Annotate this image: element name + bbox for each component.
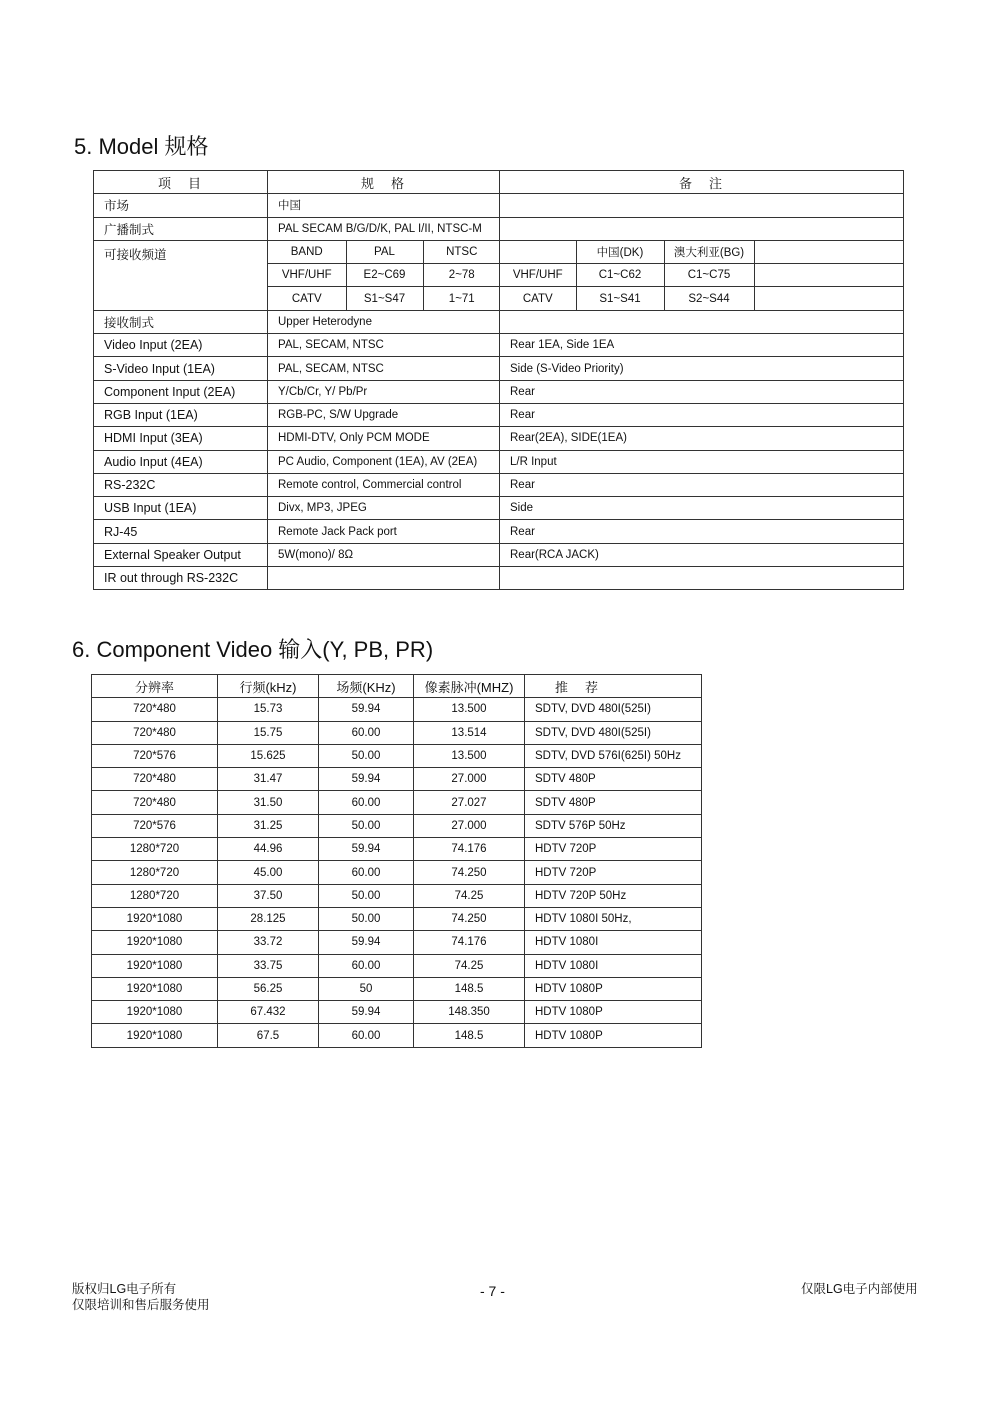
cv-cell: 1920*1080 — [92, 1024, 218, 1047]
cv-cell: 67.432 — [218, 1001, 319, 1024]
spec-item-cell: RJ-45 — [94, 520, 268, 543]
spec-value-cell: RGB-PC, S/W Upgrade — [268, 403, 500, 426]
spec-note-cell — [500, 567, 904, 590]
cv-cell: 720*576 — [92, 744, 218, 767]
cv-cell: 720*480 — [92, 768, 218, 791]
spec-value-cell: HDMI-DTV, Only PCM MODE — [268, 427, 500, 450]
cv-header-cell: 推 荐 — [525, 675, 702, 698]
channel-row — [94, 240, 904, 310]
cv-cell: 74.250 — [414, 907, 525, 930]
channel-cell — [754, 264, 904, 287]
cv-cell: 74.176 — [414, 838, 525, 861]
cv-cell: 60.00 — [319, 954, 414, 977]
table-row — [94, 497, 904, 520]
spec-item-cell: Video Input (2EA) — [94, 334, 268, 357]
cv-cell: HDTV 1080I 50Hz, — [525, 907, 702, 930]
cv-cell: 50.00 — [319, 744, 414, 767]
spec-header-cell: 项 目 — [94, 171, 268, 194]
footer-copyright-line1: 版权归LG电子所有 — [72, 1282, 177, 1296]
cv-cell: 59.94 — [319, 768, 414, 791]
spec-item-cell: Audio Input (4EA) — [94, 450, 268, 473]
cv-cell: SDTV 576P 50Hz — [525, 814, 702, 837]
cv-cell: 60.00 — [319, 861, 414, 884]
cv-header-cell: 像素脉冲(MHZ) — [414, 675, 525, 698]
channel-cell — [500, 241, 576, 264]
cv-cell: 59.94 — [319, 931, 414, 954]
cv-header-cell: 行频(kHz) — [218, 675, 319, 698]
cv-cell: 1920*1080 — [92, 931, 218, 954]
cv-cell: 1280*720 — [92, 861, 218, 884]
table-row — [94, 450, 904, 473]
cv-cell: 60.00 — [319, 1024, 414, 1047]
cv-cell: 13.500 — [414, 744, 525, 767]
channel-cell: E2~C69 — [346, 264, 423, 287]
spec-note-cell: Rear 1EA, Side 1EA — [500, 334, 904, 357]
spec-item-cell: S-Video Input (1EA) — [94, 357, 268, 380]
cv-cell: 56.25 — [218, 977, 319, 1000]
spec-item-cell: RGB Input (1EA) — [94, 403, 268, 426]
table-row — [94, 473, 904, 496]
cv-cell: 720*480 — [92, 698, 218, 721]
spec-value-cell: 中国 — [268, 194, 500, 217]
model-spec-table — [93, 170, 904, 590]
cv-cell: HDTV 1080P — [525, 1024, 702, 1047]
spec-note-cell: Rear(2EA), SIDE(1EA) — [500, 427, 904, 450]
spec-item-cell: RS-232C — [94, 473, 268, 496]
cv-cell: 44.96 — [218, 838, 319, 861]
spec-note-cell: Rear — [500, 520, 904, 543]
cv-cell: 60.00 — [319, 721, 414, 744]
cv-cell: 74.25 — [414, 884, 525, 907]
cv-cell: 74.250 — [414, 861, 525, 884]
table-row — [94, 310, 904, 333]
table-row — [92, 884, 702, 907]
cv-cell: 37.50 — [218, 884, 319, 907]
spec-note-cell: Side (S-Video Priority) — [500, 357, 904, 380]
cv-cell: 1280*720 — [92, 838, 218, 861]
cv-cell: 27.000 — [414, 768, 525, 791]
table-row — [92, 744, 702, 767]
cv-cell: 720*480 — [92, 721, 218, 744]
cv-cell: 31.50 — [218, 791, 319, 814]
cv-cell: 59.94 — [319, 1001, 414, 1024]
page-number: - 7 - — [480, 1283, 505, 1299]
cv-cell: 33.75 — [218, 954, 319, 977]
channel-item-cell: 可接收频道 — [94, 240, 268, 310]
channel-cell — [754, 241, 904, 264]
cv-cell: 67.5 — [218, 1024, 319, 1047]
cv-cell: 1920*1080 — [92, 977, 218, 1000]
table-row — [94, 357, 904, 380]
cv-cell: SDTV, DVD 480I(525I) — [525, 721, 702, 744]
cv-cell: HDTV 1080I — [525, 931, 702, 954]
cv-cell: SDTV, DVD 576I(625I) 50Hz — [525, 744, 702, 767]
table-row — [94, 567, 904, 590]
spec-note-cell: L/R Input — [500, 450, 904, 473]
cv-cell: 148.350 — [414, 1001, 525, 1024]
table-row — [92, 721, 702, 744]
channel-cell — [754, 287, 904, 310]
cv-cell: 15.75 — [218, 721, 319, 744]
cv-cell: 1280*720 — [92, 884, 218, 907]
cv-cell: SDTV 480P — [525, 768, 702, 791]
channel-cell: S1~S47 — [346, 287, 423, 310]
cv-cell: 50 — [319, 977, 414, 1000]
cv-cell: 1920*1080 — [92, 907, 218, 930]
cv-cell: 13.514 — [414, 721, 525, 744]
spec-value-cell: Remote Jack Pack port — [268, 520, 500, 543]
cv-cell: HDTV 1080I — [525, 954, 702, 977]
cv-cell: 31.25 — [218, 814, 319, 837]
table-row — [94, 427, 904, 450]
spec-note-cell: Rear(RCA JACK) — [500, 543, 904, 566]
table-row — [94, 380, 904, 403]
spec-note-cell: Rear — [500, 473, 904, 496]
channel-cell: VHF/UHF — [268, 264, 346, 287]
channel-cell: CATV — [268, 287, 346, 310]
spec-value-cell: Divx, MP3, JPEG — [268, 497, 500, 520]
footer-copyright-line2: 仅限培训和售后服务使用 — [72, 1298, 210, 1312]
cv-cell: HDTV 1080P — [525, 1001, 702, 1024]
channel-cell: S1~S41 — [576, 287, 664, 310]
section-6-title: 6. Component Video 输入(Y, PB, PR) — [72, 637, 434, 662]
spec-header-cell: 规 格 — [268, 171, 500, 194]
spec-note-cell: Rear — [500, 403, 904, 426]
cv-cell: 74.25 — [414, 954, 525, 977]
table-row — [94, 194, 904, 217]
spec-value-cell: Upper Heterodyne — [268, 310, 500, 333]
table-row — [92, 907, 702, 930]
cv-cell: 27.027 — [414, 791, 525, 814]
footer-copyright — [72, 1281, 210, 1313]
spec-note-cell — [500, 310, 904, 333]
table-row — [92, 1024, 702, 1047]
channel-cell: C1~C62 — [576, 264, 664, 287]
spec-value-cell: PAL, SECAM, NTSC — [268, 334, 500, 357]
spec-item-cell: External Speaker Output — [94, 543, 268, 566]
table-row — [92, 838, 702, 861]
table-row — [92, 814, 702, 837]
table-row — [94, 403, 904, 426]
channel-right-grid — [500, 240, 904, 310]
cv-cell: 28.125 — [218, 907, 319, 930]
table-row — [92, 768, 702, 791]
cv-cell: 720*576 — [92, 814, 218, 837]
cv-cell: 27.000 — [414, 814, 525, 837]
spec-header-cell: 备 注 — [500, 171, 904, 194]
spec-note-cell: Side — [500, 497, 904, 520]
spec-value-cell: Y/Cb/Cr, Y/ Pb/Pr — [268, 380, 500, 403]
cv-header-row — [92, 675, 702, 698]
table-row — [92, 861, 702, 884]
table-row — [92, 791, 702, 814]
cv-cell: 1920*1080 — [92, 954, 218, 977]
spec-item-cell: USB Input (1EA) — [94, 497, 268, 520]
channel-cell: BAND — [268, 241, 346, 264]
spec-value-cell: 5W(mono)/ 8Ω — [268, 543, 500, 566]
spec-value-cell: PAL SECAM B/G/D/K, PAL I/II, NTSC-M — [268, 217, 500, 240]
spec-item-cell: 广播制式 — [94, 217, 268, 240]
cv-cell: 148.5 — [414, 977, 525, 1000]
spec-value-cell — [268, 567, 500, 590]
channel-cell: 2~78 — [423, 264, 500, 287]
spec-item-cell: Component Input (2EA) — [94, 380, 268, 403]
channel-cell: C1~C75 — [664, 264, 754, 287]
cv-cell: 1920*1080 — [92, 1001, 218, 1024]
channel-cell: 澳大利亚(BG) — [664, 241, 754, 264]
spec-item-cell: 接收制式 — [94, 310, 268, 333]
cv-cell: 15.73 — [218, 698, 319, 721]
cv-header-cell: 场频(KHz) — [319, 675, 414, 698]
cv-cell: 31.47 — [218, 768, 319, 791]
spec-note-cell — [500, 217, 904, 240]
table-row — [94, 543, 904, 566]
channel-cell: 中国(DK) — [576, 241, 664, 264]
table-row — [92, 954, 702, 977]
spec-value-cell: PAL, SECAM, NTSC — [268, 357, 500, 380]
spec-header-row — [94, 171, 904, 194]
table-row — [94, 334, 904, 357]
cv-cell: HDTV 1080P — [525, 977, 702, 1000]
cv-cell: HDTV 720P 50Hz — [525, 884, 702, 907]
channel-cell: S2~S44 — [664, 287, 754, 310]
cv-cell: 50.00 — [319, 814, 414, 837]
channel-cell: NTSC — [423, 241, 500, 264]
cv-cell: 60.00 — [319, 791, 414, 814]
section-5-title: 5. Model 规格 — [74, 134, 209, 159]
cv-cell: 74.176 — [414, 931, 525, 954]
table-row — [92, 1001, 702, 1024]
spec-value-cell: PC Audio, Component (1EA), AV (2EA) — [268, 450, 500, 473]
spec-item-cell: HDMI Input (3EA) — [94, 427, 268, 450]
footer-internal-use: 仅限LG电子内部使用 — [801, 1282, 918, 1296]
spec-item-cell: 市场 — [94, 194, 268, 217]
cv-cell: 15.625 — [218, 744, 319, 767]
component-video-table — [91, 674, 702, 1048]
table-row — [94, 520, 904, 543]
channel-cell: PAL — [346, 241, 423, 264]
channel-cell: CATV — [500, 287, 576, 310]
cv-cell: 50.00 — [319, 907, 414, 930]
spec-value-cell: Remote control, Commercial control — [268, 473, 500, 496]
table-row — [92, 931, 702, 954]
table-row — [94, 217, 904, 240]
cv-cell: 148.5 — [414, 1024, 525, 1047]
cv-cell: 720*480 — [92, 791, 218, 814]
channel-cell: 1~71 — [448, 292, 475, 305]
cv-cell: 50.00 — [319, 884, 414, 907]
table-row — [92, 698, 702, 721]
cv-cell: 59.94 — [319, 838, 414, 861]
cv-cell: 13.500 — [414, 698, 525, 721]
table-row — [92, 977, 702, 1000]
cv-cell: 59.94 — [319, 698, 414, 721]
spec-item-cell: IR out through RS-232C — [94, 567, 268, 590]
cv-cell: HDTV 720P — [525, 838, 702, 861]
cv-cell: SDTV 480P — [525, 791, 702, 814]
cv-cell: HDTV 720P — [525, 861, 702, 884]
spec-note-cell: Rear — [500, 380, 904, 403]
cv-cell: 33.72 — [218, 931, 319, 954]
cv-cell: SDTV, DVD 480I(525I) — [525, 698, 702, 721]
channel-left-grid — [268, 240, 500, 310]
cv-header-cell: 分辨率 — [92, 675, 218, 698]
spec-note-cell — [500, 194, 904, 217]
channel-cell: VHF/UHF — [500, 264, 576, 287]
cv-cell: 45.00 — [218, 861, 319, 884]
